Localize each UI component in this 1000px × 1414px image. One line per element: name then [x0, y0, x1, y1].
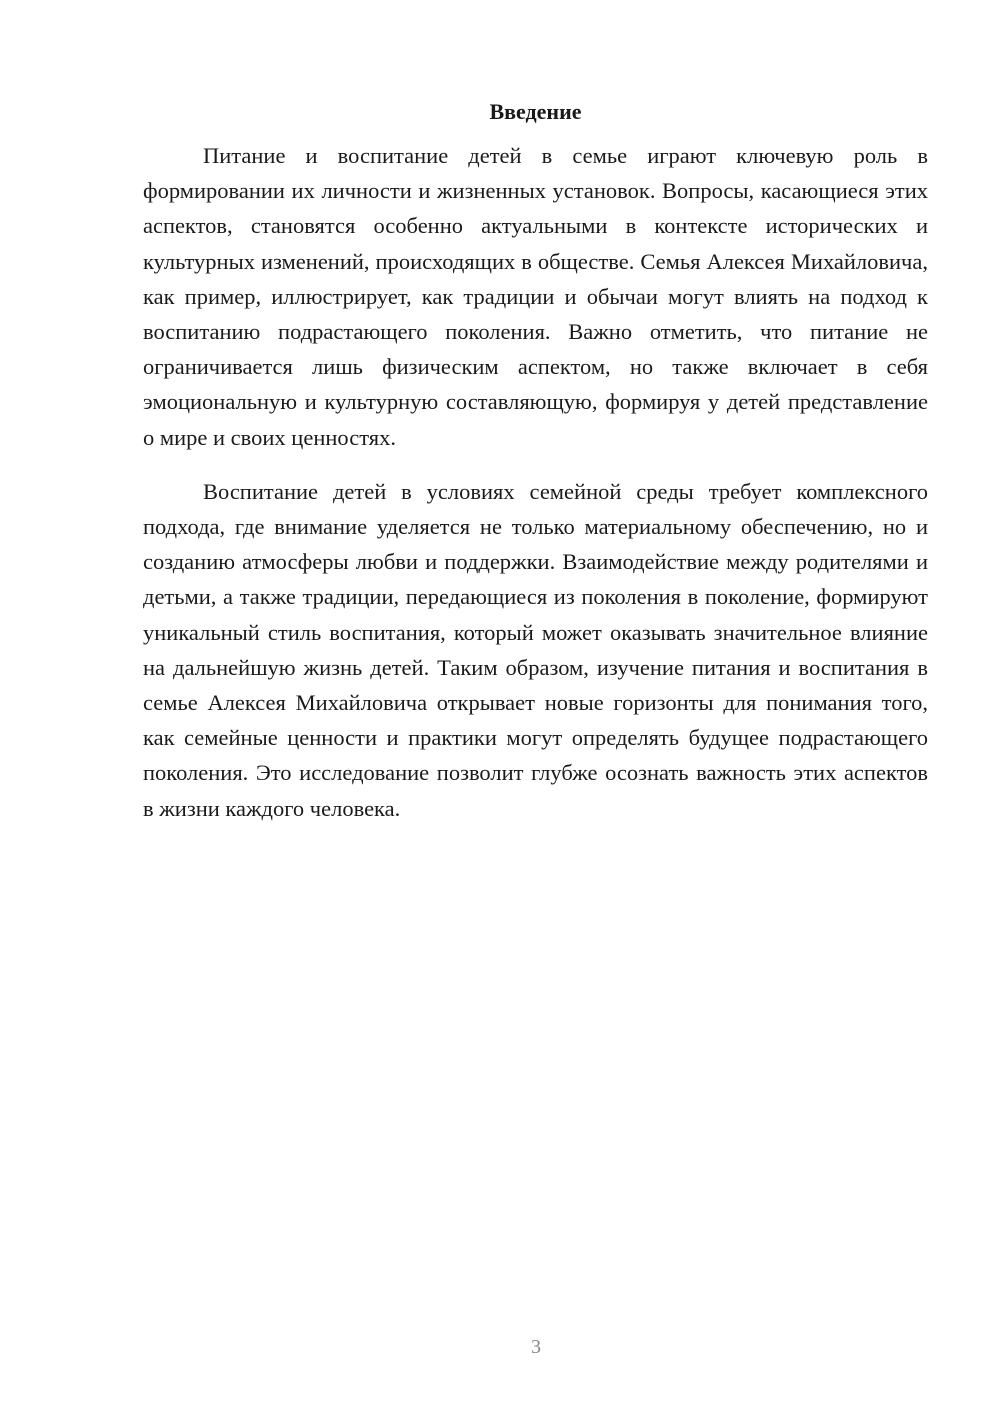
- section-heading: Введение: [489, 99, 582, 124]
- page-number: 3: [531, 1336, 541, 1358]
- body-paragraph-1: Питание и воспитание детей в семье играют ключевую роль в формировании их личности и жизненных установок. Вопросы, касающиеся этих аспектов, становятся особенно актуальными в контексте исторических и культурных изменений, происходящих в обществе. Семья Алексея Михайловича, как пример, иллюстрирует, как традиции и обычаи могут влиять на подход к воспитанию подрастающего поколения. Важно отметить, что питание не ограничивается лишь физическим аспектом, но также включает в себя эмоциональную и культурную составляющую, формируя у детей представление о мире и своих ценностях.: [143, 143, 928, 450]
- page-content: [143, 96, 928, 826]
- body-paragraph-2: Воспитание детей в условиях семейной среды требует комплексного подхода, где внимание уделяется не только материальному обеспечению, но и созданию атмосферы любви и поддержки. Взаимодействие между родителями и детьми, а также традиции, передающиеся из поколения в поколение, формируют уникальный стиль воспитания, который может оказывать значительное влияние на дальнейшую жизнь детей. Таким образом, изучение питания и воспитания в семье Алексея Михайловича открывает новые горизонты для понимания того, как семейные ценности и практики могут определять будущее подрастающего поколения. Это исследование позволит глубже осознать важность этих аспектов в жизни каждого человека.: [143, 478, 928, 821]
